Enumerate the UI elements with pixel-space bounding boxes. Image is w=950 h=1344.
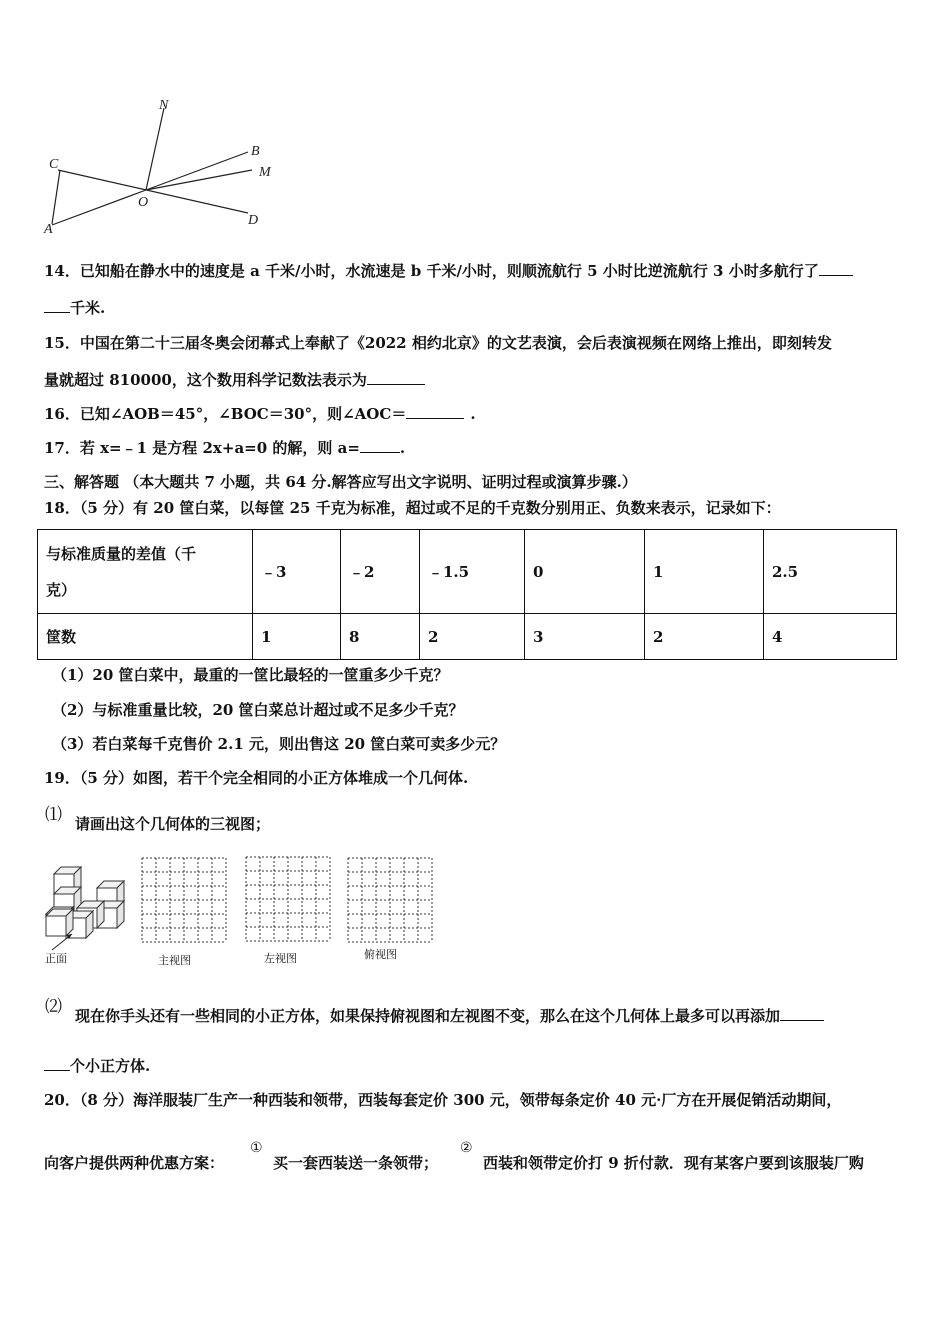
q20-option-2-text: 西装和领带定价打 9 折付款．现有某客户要到该服装厂购 (483, 1154, 864, 1172)
q19-part-2-line-2 (44, 1056, 150, 1076)
table-cell: 4 (764, 614, 897, 660)
q20-option-1 (273, 1153, 438, 1173)
table-row (38, 614, 897, 660)
table-header-cell: 筐数 (38, 614, 253, 660)
q18-sub-2-text: （2）与标准重量比较，20 筐白菜总计超过或不足多少千克？ (52, 701, 464, 719)
label-o: O (138, 195, 149, 210)
q14-blank-a[interactable] (819, 261, 853, 276)
q20-option-2 (483, 1153, 864, 1173)
q20-line-2 (44, 1153, 224, 1173)
q17-text: 17．若 x=﹣1 是方程 2x+a=0 的解，则 a= (44, 439, 360, 457)
q14-blank-b[interactable] (44, 298, 70, 313)
q16-text: 16．已知∠AOB＝45°，∠BOC＝30°，则∠AOC＝ (44, 405, 407, 423)
caption-top-view: 俯视图 (364, 948, 397, 961)
table-cell: ﹣3 (253, 530, 341, 614)
cube (46, 909, 73, 936)
q15-text-a: 15．中国在第二十三届冬奥会闭幕式上奉献了《2022 相约北京》的文艺表演，会后表演视频在网络上推出，即刻转发 (44, 334, 832, 352)
label-d: D (248, 213, 259, 228)
table-cell: 2 (645, 614, 764, 660)
q19-part-1-text: 请画出这个几何体的三视图； (75, 815, 271, 833)
table-cell: ﹣2 (341, 530, 420, 614)
table-cell: ﹣1.5 (420, 530, 525, 614)
q18-table (37, 529, 897, 660)
q17-blank[interactable] (360, 438, 400, 453)
q19-part-1-num: ⑴ (45, 805, 62, 825)
angle-figure (40, 92, 280, 242)
q15-line-2 (44, 370, 425, 390)
line-ca (52, 170, 60, 224)
table-cell: 2.5 (764, 530, 897, 614)
caption-left-view: 左视图 (264, 952, 297, 965)
table-cell: 0 (525, 530, 645, 614)
q18-sub-3 (52, 734, 505, 754)
caption-front: 正面 (45, 952, 67, 965)
q20-line-1 (44, 1090, 841, 1110)
section-3-title (44, 472, 637, 492)
q19-part-2-text-a: 现在你手头还有一些相同的小正方体，如果保持俯视图和左视图不变，那么在这个几何体上最多可以再添加 (75, 1007, 781, 1025)
q14-unit: 千米. (70, 299, 106, 317)
q20-text-b1: 向客户提供两种优惠方案： (44, 1154, 225, 1172)
q18-sub-1-text: （1）20 筐白菜中，最重的一筐比最轻的一筐重多少千克？ (52, 666, 449, 684)
label-m: M (259, 165, 271, 180)
q19-part-2-line-1 (75, 1006, 824, 1026)
q19-line (44, 768, 468, 788)
q20-option-2-num: ② (460, 1140, 473, 1156)
q16-line (44, 404, 476, 424)
table-cell: 8 (341, 614, 420, 660)
q20-text-a: 20．（8 分）海洋服装厂生产一种西装和领带，西装每套定价 300 元，领带每条定价 40 元·厂方在开展促销活动期间， (44, 1091, 842, 1109)
label-a: A (44, 222, 53, 237)
q19-part-1 (75, 814, 270, 834)
table-header-text-b: 克） (46, 580, 77, 599)
q19-part-2-text-b: 个小正方体. (70, 1057, 151, 1075)
q14-line-1 (44, 261, 853, 281)
q15-blank[interactable] (367, 370, 425, 385)
grid-main-view[interactable] (140, 856, 230, 946)
table-cell: 3 (525, 614, 645, 660)
ray-ob (146, 152, 248, 190)
caption-main-view: 主视图 (158, 954, 191, 967)
label-n: N (159, 98, 169, 113)
grid-top-view[interactable] (346, 856, 436, 946)
q18-sub-2 (52, 700, 464, 720)
q18-sub-3-text: （3）若白菜每千克售价 2.1 元，则出售这 20 筐白菜可卖多少元？ (52, 735, 506, 753)
q15-text-b: 量就超过 810000，这个数用科学记数法表示为 (44, 371, 367, 389)
table-header-text-a: 与标准质量的差值（千 (46, 544, 197, 563)
table-row (38, 530, 897, 614)
q19-text: 19．（5 分）如图，若干个完全相同的小正方体堆成一个几何体. (44, 769, 469, 787)
label-b: B (251, 144, 260, 159)
q18-line (44, 498, 781, 518)
q14-text: 14．已知船在静水中的速度是 a 千米/小时，水流速是 b 千米/小时，则顺流航行 5 小时比逆流航行 3 小时多航行了 (44, 262, 819, 280)
label-c: C (49, 157, 59, 172)
q18-text: 18．（5 分）有 20 筐白菜，以每筐 25 千克为标准，超过或不足的千克数分别用正、负数来表示，记录如下： (44, 499, 781, 517)
q19-blank-a[interactable] (780, 1006, 824, 1021)
q20-option-1-num: ① (250, 1140, 263, 1156)
q16-tail: . (470, 405, 476, 423)
q17-tail: . (399, 439, 406, 457)
q20-option-1-text: 买一套西装送一条领带； (273, 1154, 439, 1172)
ray-on (146, 108, 164, 190)
q17-line (44, 438, 405, 458)
q18-sub-1 (52, 665, 449, 685)
q15-line-1 (44, 333, 832, 353)
ray-om (146, 170, 252, 190)
q19-blank-b[interactable] (44, 1056, 70, 1071)
section-3-title-text: 三、解答题 （本大题共 7 小题，共 64 分.解答应写出文字说明、证明过程或演算步骤.） (44, 473, 637, 491)
q14-line-2 (44, 298, 105, 318)
table-cell: 2 (420, 614, 525, 660)
q16-blank[interactable] (406, 404, 464, 419)
table-cell: 1 (253, 614, 341, 660)
table-cell: 1 (645, 530, 764, 614)
grid-left-view[interactable] (244, 855, 334, 945)
table-header-cell (38, 530, 253, 614)
line-ao (52, 190, 149, 225)
q19-part-2-num: ⑵ (45, 997, 62, 1017)
